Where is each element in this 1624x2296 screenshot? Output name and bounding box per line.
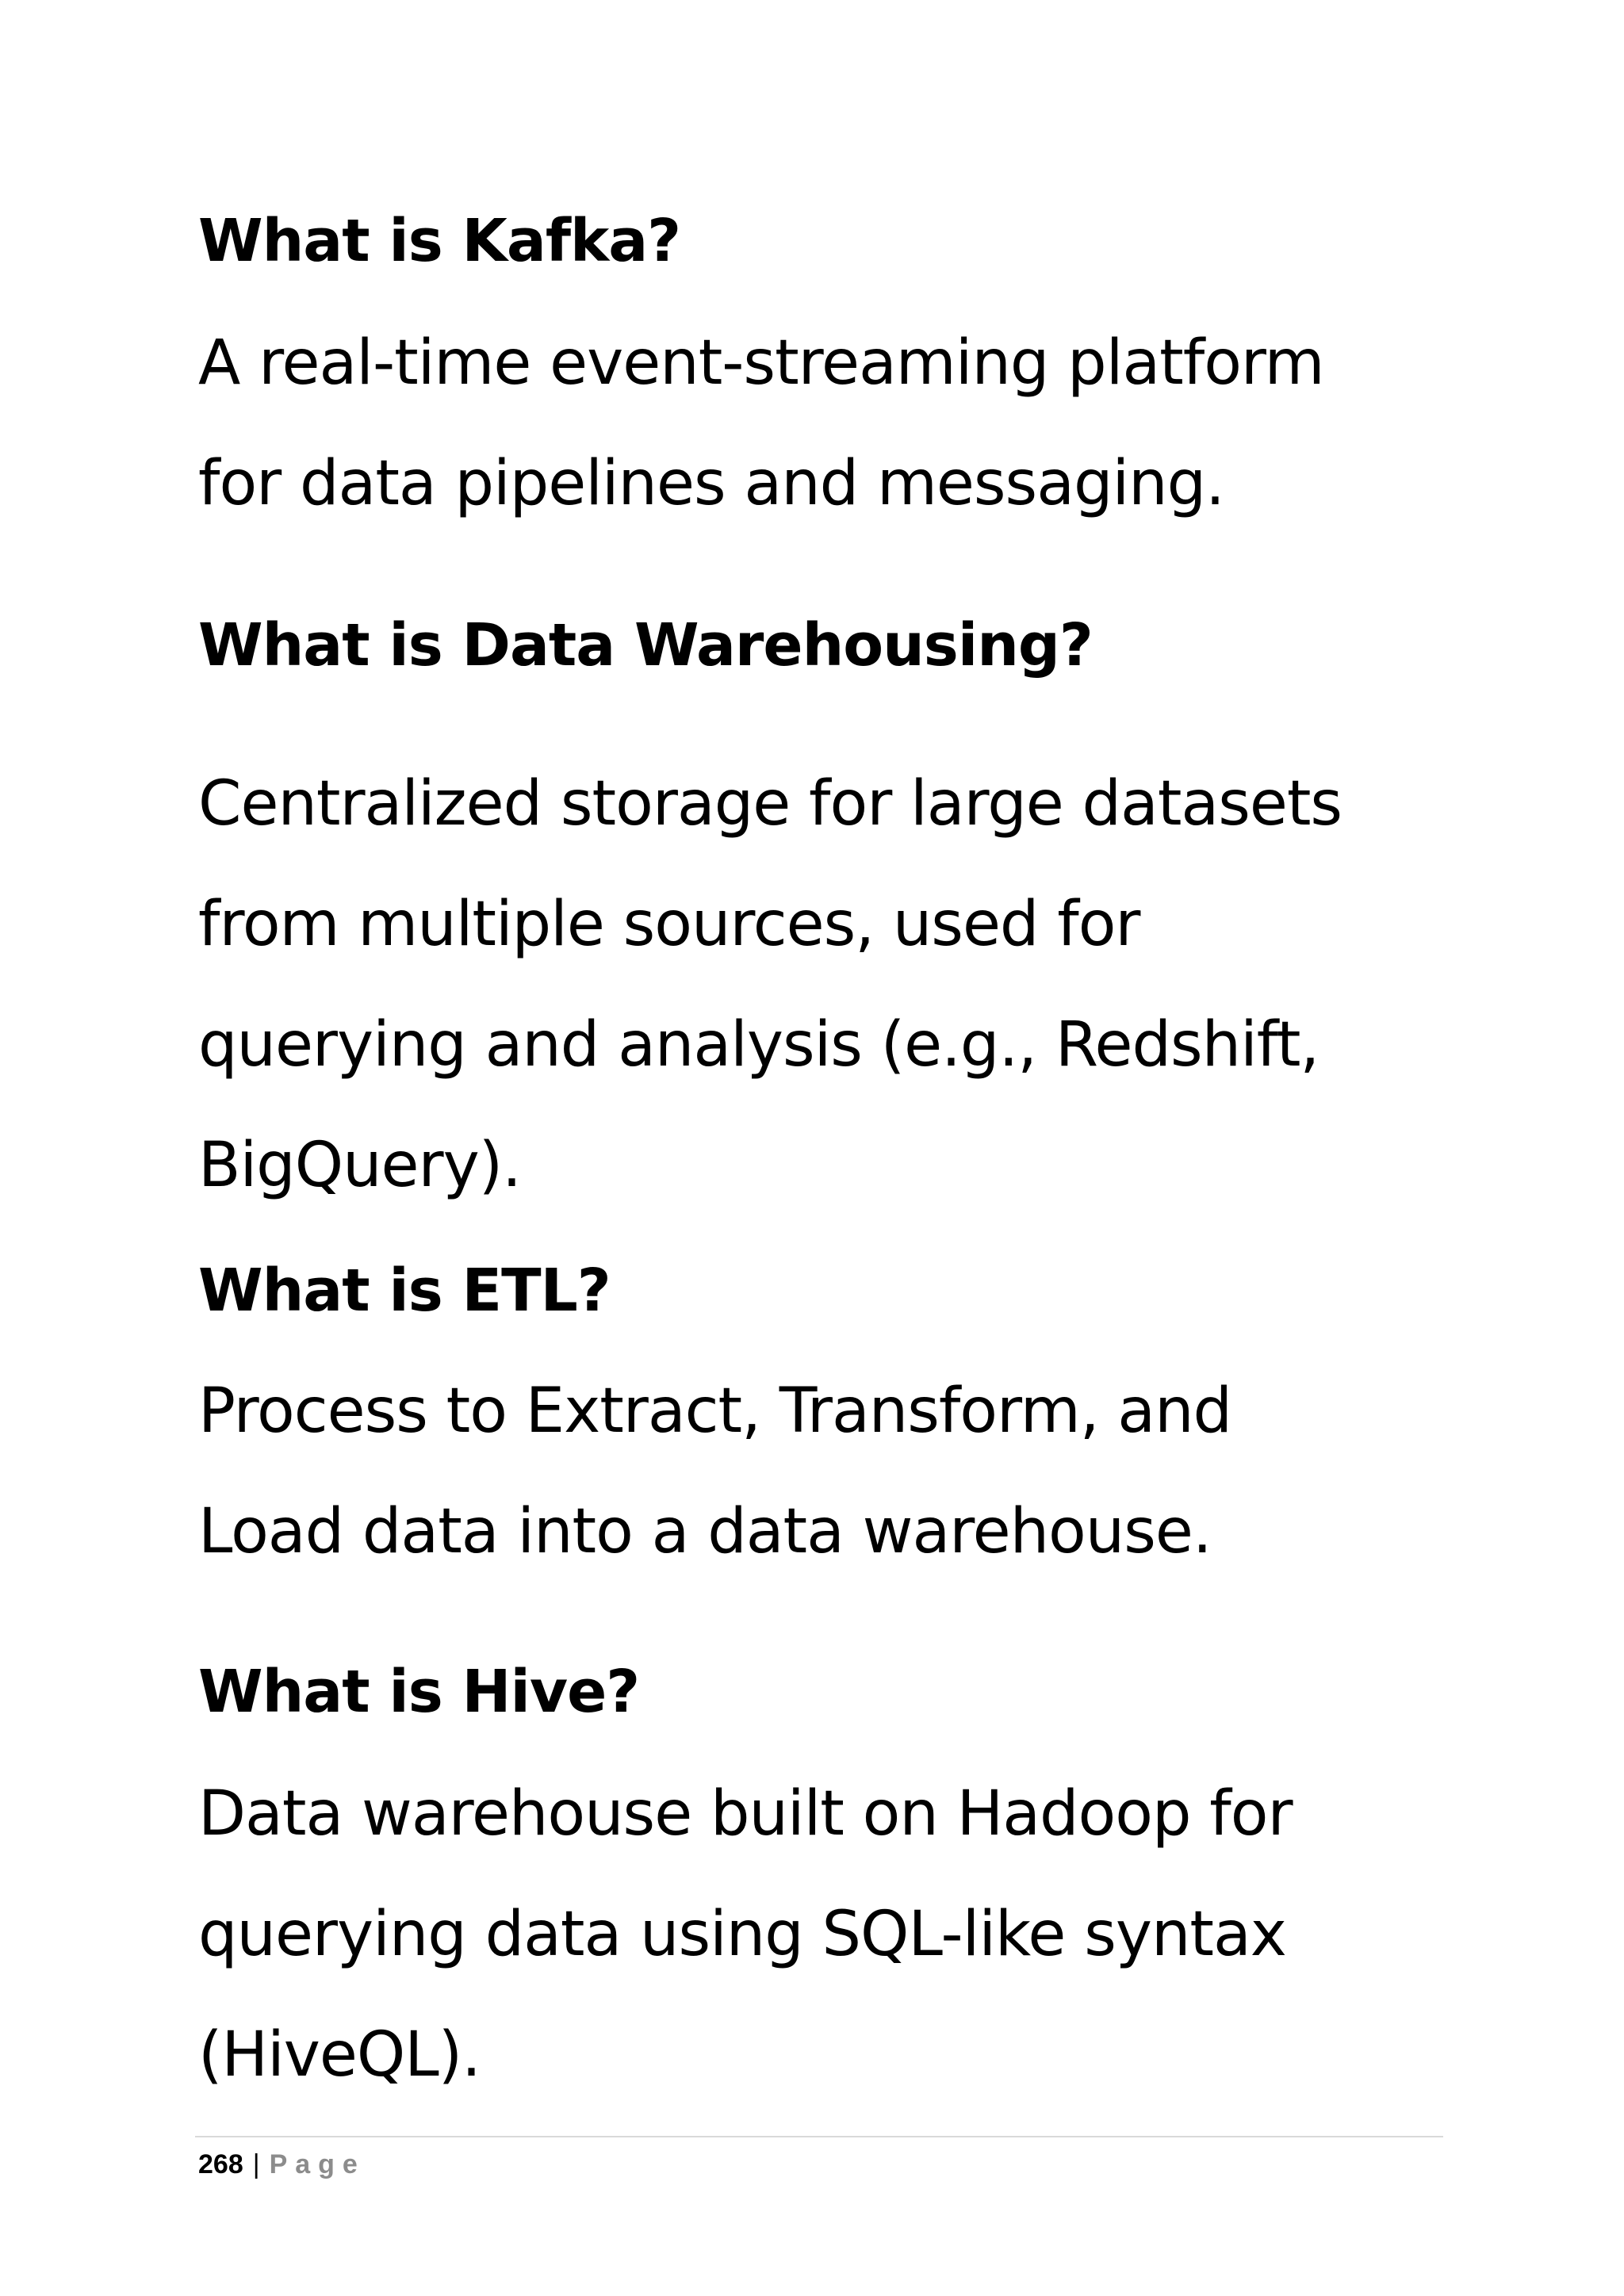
- heading-etl: What is ETL?: [198, 1257, 611, 1325]
- paragraph-line: Process to Extract, Transform, and: [198, 1376, 1232, 1447]
- heading-data-warehousing: What is Data Warehousing?: [198, 611, 1093, 679]
- paragraph-kafka: [198, 303, 1435, 544]
- paragraph-etl: [198, 1351, 1435, 1592]
- heading-hive: What is Hive?: [198, 1658, 640, 1726]
- heading-kafka: What is Kafka?: [198, 207, 681, 275]
- paragraph-line: Load data into a data warehouse.: [198, 1496, 1212, 1567]
- paragraph-line: A real-time event-streaming platform: [198, 327, 1324, 399]
- footer-separator: |: [252, 2149, 260, 2179]
- paragraph-line: querying data using SQL-like syntax: [198, 1899, 1286, 1970]
- paragraph-line: querying and analysis (e.g., Redshift,: [198, 1009, 1320, 1081]
- footer-divider: [195, 2136, 1443, 2137]
- paragraph-line: Centralized storage for large datasets: [198, 768, 1342, 840]
- page-number: 268: [198, 2149, 243, 2179]
- paragraph-line: (HiveQL).: [198, 2019, 481, 2091]
- paragraph-data-warehousing: [198, 744, 1435, 1226]
- paragraph-line: for data pipelines and messaging.: [198, 448, 1224, 519]
- paragraph-line: Data warehouse built on Hadoop for: [198, 1778, 1293, 1850]
- paragraph-hive: [198, 1754, 1435, 2115]
- page-label: Page: [269, 2149, 366, 2179]
- page-footer: [198, 2141, 366, 2188]
- paragraph-line: BigQuery).: [198, 1130, 521, 1201]
- paragraph-line: from multiple sources, used for: [198, 889, 1140, 960]
